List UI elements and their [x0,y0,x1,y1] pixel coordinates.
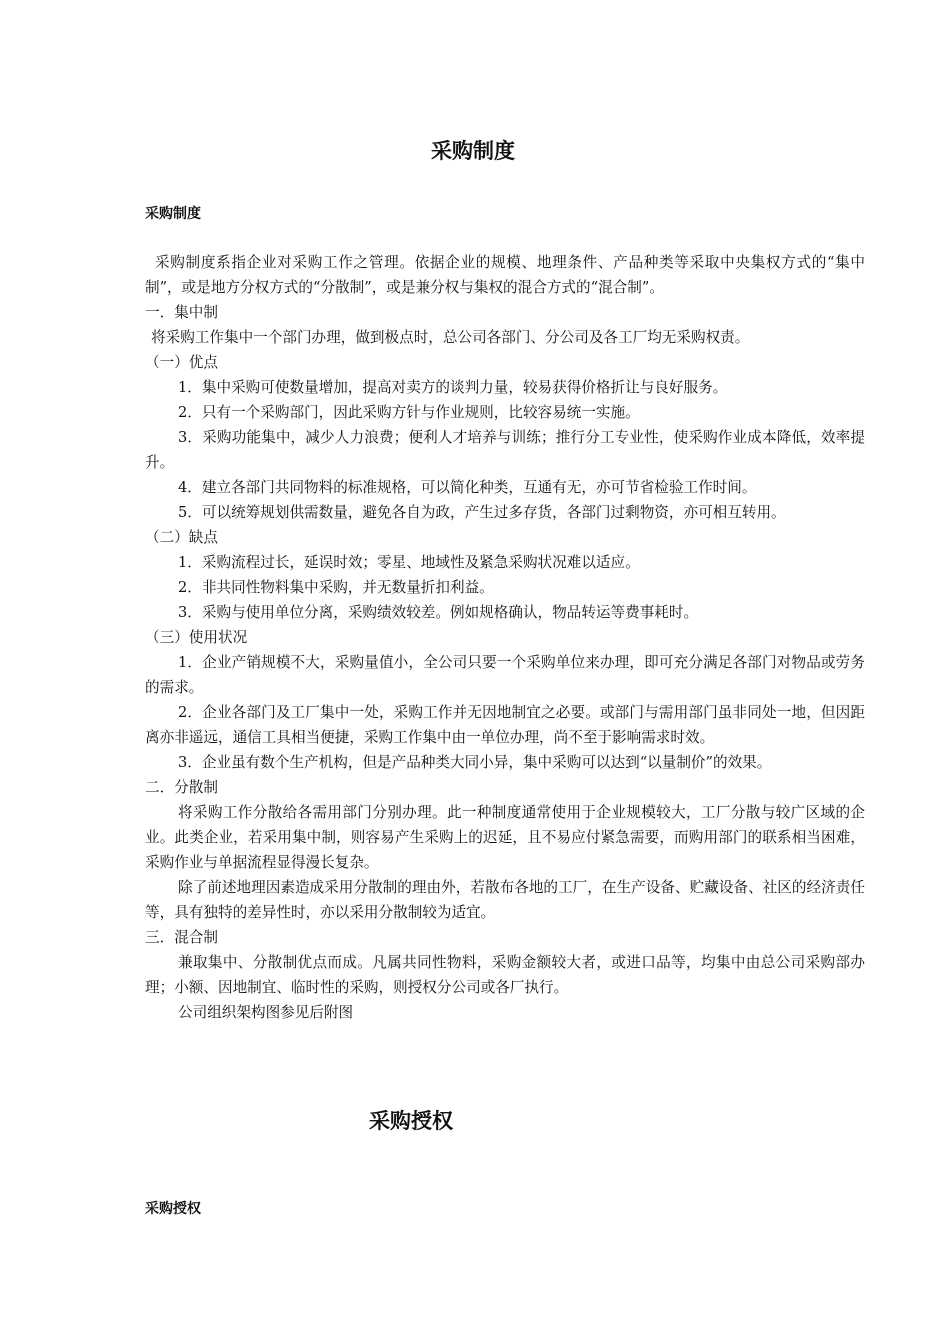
org-chart-note: 公司组织架构图参见后附图 [178,1004,354,1021]
advantage-item: 5．可以统筹规划供需数量，避免各自为政，产生过多存货，各部门过剩物资，亦可相互转用。 [178,504,786,521]
disadvantage-item: 3．采购与使用单位分离，采购绩效较差。例如规格确认，物品转运等费事耗时。 [178,604,699,621]
usage-item: 2．企业各部门及工厂集中一处，采购工作并无因地制宜之必要。或部门与需用部门虽非同处一地，但因距离亦非遥远，通信工具相当便捷，采购工作集中由一单位办理，尚不至于影响需求时效。 [145,704,865,746]
intro-paragraph: 采购制度系指企业对采购工作之管理。依据企业的规模、地理条件、产品种类等采取中央集权方式的“集中制”，或是地方分权方式的“分散制”，或是兼分权与集权的混合方式的“混合制”。 [145,254,865,296]
section-heading-decentralized: 二．分散制 [145,779,218,796]
disadvantage-item: 2．非共同性物料集中采购，并无数量折扣利益。 [178,579,494,596]
disadvantages-heading: （二）缺点 [145,529,218,546]
second-subheading: 采购授权 [145,1201,201,1217]
section-heading-mixed: 三．混合制 [145,929,218,946]
second-title: 采购授权 [369,1109,453,1133]
decentralized-paragraph: 除了前述地理因素造成采用分散制的理由外，若散布各地的工厂，在生产设备、贮藏设备、社区的经济责任等，具有独特的差异性时，亦以采用分散制较为适宜。 [145,879,865,921]
advantage-item: 1．集中采购可使数量增加，提高对卖方的谈判力量，较易获得价格折让与良好服务。 [178,379,728,396]
document-title: 采购制度 [431,139,515,163]
advantage-item: 3．采购功能集中，减少人力浪费；便利人才培养与训练；推行分工专业性，使采购作业成本降低，效率提升。 [145,429,865,471]
advantage-item: 4．建立各部门共同物料的标准规格，可以简化种类，互通有无，亦可节省检验工作时间。 [178,479,757,496]
usage-item: 1．企业产销规模不大，采购量值小，全公司只要一个采购单位来办理，即可充分满足各部门对物品或劳务的需求。 [145,654,865,696]
usage-heading: （三）使用状况 [145,629,248,646]
document-body [145,250,865,1025]
mixed-paragraph: 兼取集中、分散制优点而成。凡属共同性物料，采购金额较大者，或进口品等，均集中由总公司采购部办理；小额、因地制宜、临时性的采购，则授权分公司或各厂执行。 [145,954,865,996]
section-heading-centralized: 一．集中制 [145,304,218,321]
section-subheading: 采购制度 [145,206,201,222]
advantages-heading: （一）优点 [145,354,218,371]
centralized-description: 将采购工作集中一个部门办理，做到极点时，总公司各部门、分公司及各工厂均无采购权责。 [151,329,750,346]
advantage-item: 2．只有一个采购部门，因此采购方针与作业规则，比较容易统一实施。 [178,404,640,421]
disadvantage-item: 1．采购流程过长，延误时效；零星、地域性及紧急采购状况难以适应。 [178,554,640,571]
usage-item: 3．企业虽有数个生产机构，但是产品种类大同小异，集中采购可以达到“以量制价”的效果。 [178,754,772,771]
decentralized-paragraph: 将采购工作分散给各需用部门分别办理。此一种制度通常使用于企业规模较大，工厂分散与较广区域的企业。此类企业，若采用集中制，则容易产生采购上的迟延，且不易应付紧急需要，而购用部门的联系相当困难，采购作业与单据流程显得漫长复杂。 [145,804,865,871]
